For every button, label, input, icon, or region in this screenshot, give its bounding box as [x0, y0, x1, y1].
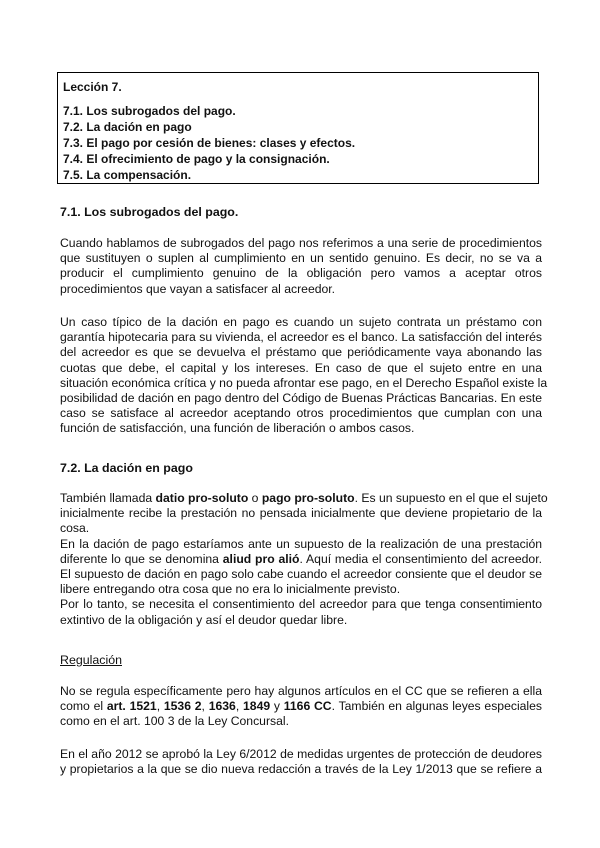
- text-run: como el: [60, 699, 107, 714]
- article-ref: 1536 2: [163, 699, 202, 714]
- lesson-title: Lección 7.: [63, 80, 122, 94]
- text-line: producir el cumplimiento genuino de la obligación pero vamos a aceptar otros: [60, 266, 542, 281]
- text-run: ,: [235, 699, 244, 714]
- text-line: inicialmente recibe la prestación no pensada inicialmente que deviene propietario de la: [60, 506, 542, 521]
- text-line: y propietarios a la que se dio nueva redacción a través de la Ley 1/2013 que se refiere a: [60, 762, 542, 777]
- text-line: No se regula específicamente pero hay algunos artículos en el CC que se refieren a ella: [60, 684, 542, 698]
- text-line: El supuesto de dación en pago solo cabe cuando el acreedor consiente que el deudor se: [60, 567, 542, 582]
- toc-item-7-1: 7.1. Los subrogados del pago.: [63, 104, 236, 118]
- text-line: En el año 2012 se aprobó la Ley 6/2012 de medidas urgentes de protección de deudores: [60, 747, 542, 761]
- text-line: cuotas que debe, el capital y los intereses. En caso de que el sujeto entre en una: [60, 360, 542, 375]
- text-run: o: [248, 491, 262, 505]
- toc-item-7-3: 7.3. El pago por cesión de bienes: clases y efectos.: [63, 136, 356, 150]
- text-line: [60, 491, 548, 506]
- text-line: cosa.: [60, 521, 90, 536]
- text-line: del acreedor es que se devuelva el préstamo que periódicamente vaya abonando las: [60, 345, 542, 360]
- paragraph-dacion-example: [60, 315, 548, 437]
- text-line: caso se satisface al acreedor aceptando otros procedimientos que cumplan con una: [60, 406, 542, 421]
- table-of-contents-box: [57, 72, 539, 184]
- section-heading-7-2: 7.2. La dación en pago: [60, 461, 193, 475]
- text-line: Cuando hablamos de subrogados del pago nos referimos a una serie de procedimientos: [60, 236, 542, 250]
- text-line: garantía hipotecaria para su vivienda, el acreedor es el banco. La satisfacción del interés: [60, 330, 542, 345]
- text-run: diferente lo que se denomina: [60, 551, 223, 566]
- article-ref: 1636: [208, 699, 236, 714]
- article-ref: 1849: [243, 699, 271, 714]
- article-ref: art. 1521: [106, 699, 157, 714]
- section-heading-7-1: 7.1. Los subrogados del pago.: [60, 205, 239, 219]
- term-pago-pro-soluto: pago pro-soluto: [261, 491, 355, 505]
- subheading-regulacion: Regulación: [60, 653, 122, 667]
- text-line: extintivo de la obligación y así el deudor quedar libre.: [60, 612, 348, 627]
- text-run: . También en algunas leyes especiales: [331, 699, 543, 714]
- paragraph-dacion-definition: [60, 491, 548, 628]
- toc-item-7-5: 7.5. La compensación.: [63, 168, 192, 182]
- text-run: También llamada: [60, 491, 156, 505]
- toc-item-7-4: 7.4. El ofrecimiento de pago y la consignación.: [63, 152, 330, 166]
- term-aliud-pro-alio: aliud pro alió: [222, 551, 300, 566]
- paragraph-regulacion: [60, 684, 542, 730]
- text-line: [60, 552, 542, 567]
- text-line: procedimientos que vayan a satisfacer al acreedor.: [60, 281, 336, 296]
- text-line: Por lo tanto, se necesita el consentimiento del acreedor para que tenga consentimiento: [60, 597, 542, 612]
- paragraph-ley-2012: [60, 747, 542, 777]
- text-line: posibilidad de dación en pago dentro del Código de Buenas Prácticas Bancarias. En este: [60, 391, 542, 406]
- text-line: que sustituyen o suplen al cumplimiento en un sentido genuino. Es decir, no se va a: [60, 251, 542, 266]
- text-line: Un caso típico de la dación en pago es cuando un sujeto contrata un préstamo con: [60, 315, 542, 329]
- paragraph-subrogados-intro: [60, 236, 542, 297]
- article-ref: 1166 CC: [283, 699, 332, 714]
- text-line: función de satisfacción, una función de liberación o ambos casos.: [60, 421, 415, 436]
- text-run: . Aquí media el consentimiento del acreedor.: [299, 551, 542, 566]
- text-run: ,: [201, 699, 209, 714]
- text-run: ,: [156, 699, 164, 714]
- term-datio-pro-soluto: datio pro-soluto: [155, 491, 249, 505]
- text-line: situación económica crítica y no pueda afrontar ese pago, en el Derecho Español existe la: [60, 375, 548, 390]
- text-line: como en el art. 100 3 de la Ley Concursal.: [60, 714, 289, 729]
- text-run: . Es un supuesto en el que el sujeto: [354, 491, 548, 505]
- text-line: En la dación de pago estaríamos ante un supuesto de la realización de una prestación: [60, 536, 542, 551]
- text-line: [60, 699, 542, 714]
- toc-item-7-2: 7.2. La dación en pago: [63, 120, 192, 134]
- text-line: libere entregando otra cosa que no era lo inicialmente previsto.: [60, 582, 401, 597]
- text-run: y: [270, 699, 284, 714]
